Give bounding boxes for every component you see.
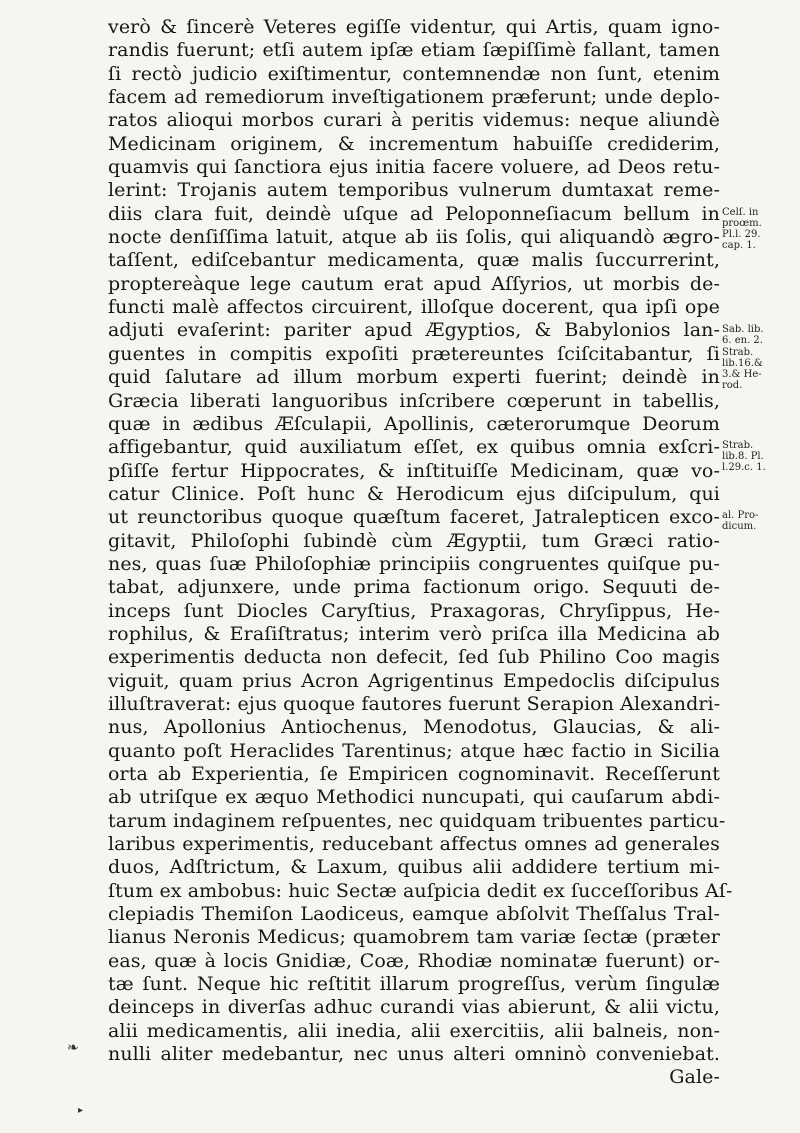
text-line: eas, quæ à locis Gnidiæ, Coæ, Rhodiæ nominatæ fuerunt) or- (108, 949, 720, 972)
text-line: ut reunctoribus quoque quæſtum faceret, Jatralepticen exco- (108, 506, 720, 529)
text-line: ratos alioqui morbos curari à peritis videmus: neque aliundè (108, 109, 720, 132)
text-line: tæ ſunt. Neque hic reſtitit illarum progreſſus, verùm ſingulæ (108, 973, 720, 996)
body-text (108, 16, 733, 1090)
text-line: viguit, quam prius Acron Agrigentinus Empedoclis diſcipulus (108, 669, 720, 692)
text-line: diis clara fuit, deindè uſque ad Peloponneſiacum bellum in (108, 202, 720, 225)
margin-note: Strab. lib.8. Pl. l.29.c. 1. (722, 440, 766, 474)
text-line: nulli aliter medebantur, nec unus alteri omninò conveniebat. (108, 1043, 720, 1066)
text-line: functi malè affectos circuirent, illoſque docerent, qua ipſi ope (108, 296, 720, 319)
text-line: inceps ſunt Diocles Caryſtius, Praxagoras, Chryſippus, He- (108, 599, 720, 622)
text-line: randis fuerunt; etſi autem ipſæ etiam ſæpiſſimè fallant, tamen (108, 39, 720, 62)
text-line: guentes in compitis expoſiti prætereuntes ſciſcitabantur, ſi (108, 342, 720, 365)
text-line: lerint: Trojanis autem temporibus vulnerum dumtaxat reme- (108, 179, 720, 202)
text-line: quanto poſt Heraclides Tarentinus; atque hæc factio in Sicilia (108, 739, 720, 762)
text-line: affigebantur, quid auxiliatum eſſet, ex quibus omnia exſcri- (108, 436, 720, 459)
margin-note: al. Pro- dicum. (722, 510, 759, 533)
margin-note: Celſ. in proœm. Pl.l. 29. cap. 1. (722, 206, 762, 251)
text-line: proptereàque lege cautum erat apud Aſſyrios, ut morbis de- (108, 272, 720, 295)
text-line: quamvis qui ſanctiora ejus initia facere voluere, ad Deos retu- (108, 156, 720, 179)
text-line: laribus experimentis, reducebant affectus omnes ad generales (108, 833, 720, 856)
text-line: tarum indaginem reſpuentes, nec quidquam tribuentes particu- (108, 809, 726, 832)
text-line: lianus Neronis Medicus; quamobrem tam variæ ſectæ (præter (108, 926, 720, 949)
text-line: facem ad remediorum inveſtigationem præferunt; unde deplo- (108, 86, 720, 109)
margin-note: Sab. lib. 6. en. 2. (722, 323, 764, 346)
text-line: deinceps in diverſas adhuc curandi vias abierunt, & alii victu, (108, 996, 720, 1019)
text-line: tabat, adjunxere, unde prima factionum origo. Sequuti de- (108, 576, 720, 599)
ink-mark: ❧ (67, 1040, 79, 1056)
margin-note: Strab. lib.16.& 3.& He- rod. (722, 346, 763, 391)
text-line: illuſtraverat: ejus quoque fautores fuerunt Serapion Alexandri- (108, 692, 721, 715)
text-line: ſi rectò judicio exiſtimentur, contemnendæ non ſunt, etenim (108, 62, 720, 85)
text-line: orta ab Experientia, ſe Empiricen cognominavit. Receſſerunt (108, 763, 720, 785)
text-line: catur Clinice. Poſt hunc & Herodicum ejus diſcipulum, qui (108, 482, 720, 505)
text-line: clepiadis Themiſon Laodiceus, eamque abſolvit Theſſalus Tral- (108, 903, 720, 926)
text-line: gitavit, Philoſophi ſubindè cùm Ægyptii, tum Græci ratio- (108, 529, 720, 552)
text-line: pſiſſe fertur Hippocrates, & inſtituiſſe Medicinam, quæ vo- (108, 459, 720, 482)
text-line: adjuti evaſerint: pariter apud Ægyptios, & Babylonios lan- (108, 319, 720, 342)
text-line: verò & ſincerè Veteres egiſſe videntur, qui Artis, quam igno- (108, 16, 720, 38)
text-line: nes, quas ſuæ Philoſophiæ principiis congruentes quiſque pu- (108, 552, 720, 575)
catchword: Gale- (669, 1066, 720, 1089)
text-line: duos, Adſtrictum, & Laxum, quibus alii addidere tertium mi- (108, 856, 720, 879)
text-line: rophilus, & Eraſiſtratus; interim verò priſca illa Medicina ab (108, 622, 720, 645)
text-line: ſtum ex ambobus: huic Sectæ auſpicia dedit ex ſucceſſoribus Aſ- (108, 879, 733, 902)
text-line: nus, Apollonius Antiochenus, Menodotus, Glaucias, & ali- (108, 716, 720, 739)
text-line: quid ſalutare ad illum morbum experti fuerint; deindè in (108, 366, 720, 389)
text-line: experimentis deducta non defecit, ſed ſub Philino Coo magis (108, 646, 720, 669)
text-line: ab utriſque ex æquo Methodici nuncupati, qui cauſarum abdi- (108, 786, 720, 809)
text-line: Græcia liberati languoribus inſcribere cœperunt in tabellis, (108, 389, 720, 412)
text-line: taſſent, ediſcebantur medicamenta, quæ malis ſuccurrerint, (108, 249, 720, 272)
text-line: alii medicamentis, alii inedia, alii exercitiis, alii balneis, non- (108, 1019, 720, 1042)
text-line: nocte denſiſſima latuit, atque ab iis ſolis, qui aliquandò ægro- (108, 226, 720, 249)
text-line: Medicinam originem, & incrementum habuiſſe crediderim, (108, 132, 720, 155)
ink-mark: ▸ (78, 1105, 84, 1116)
text-line: quæ in ædibus Æſculapii, Apollinis, cæterorumque Deorum (108, 412, 720, 435)
